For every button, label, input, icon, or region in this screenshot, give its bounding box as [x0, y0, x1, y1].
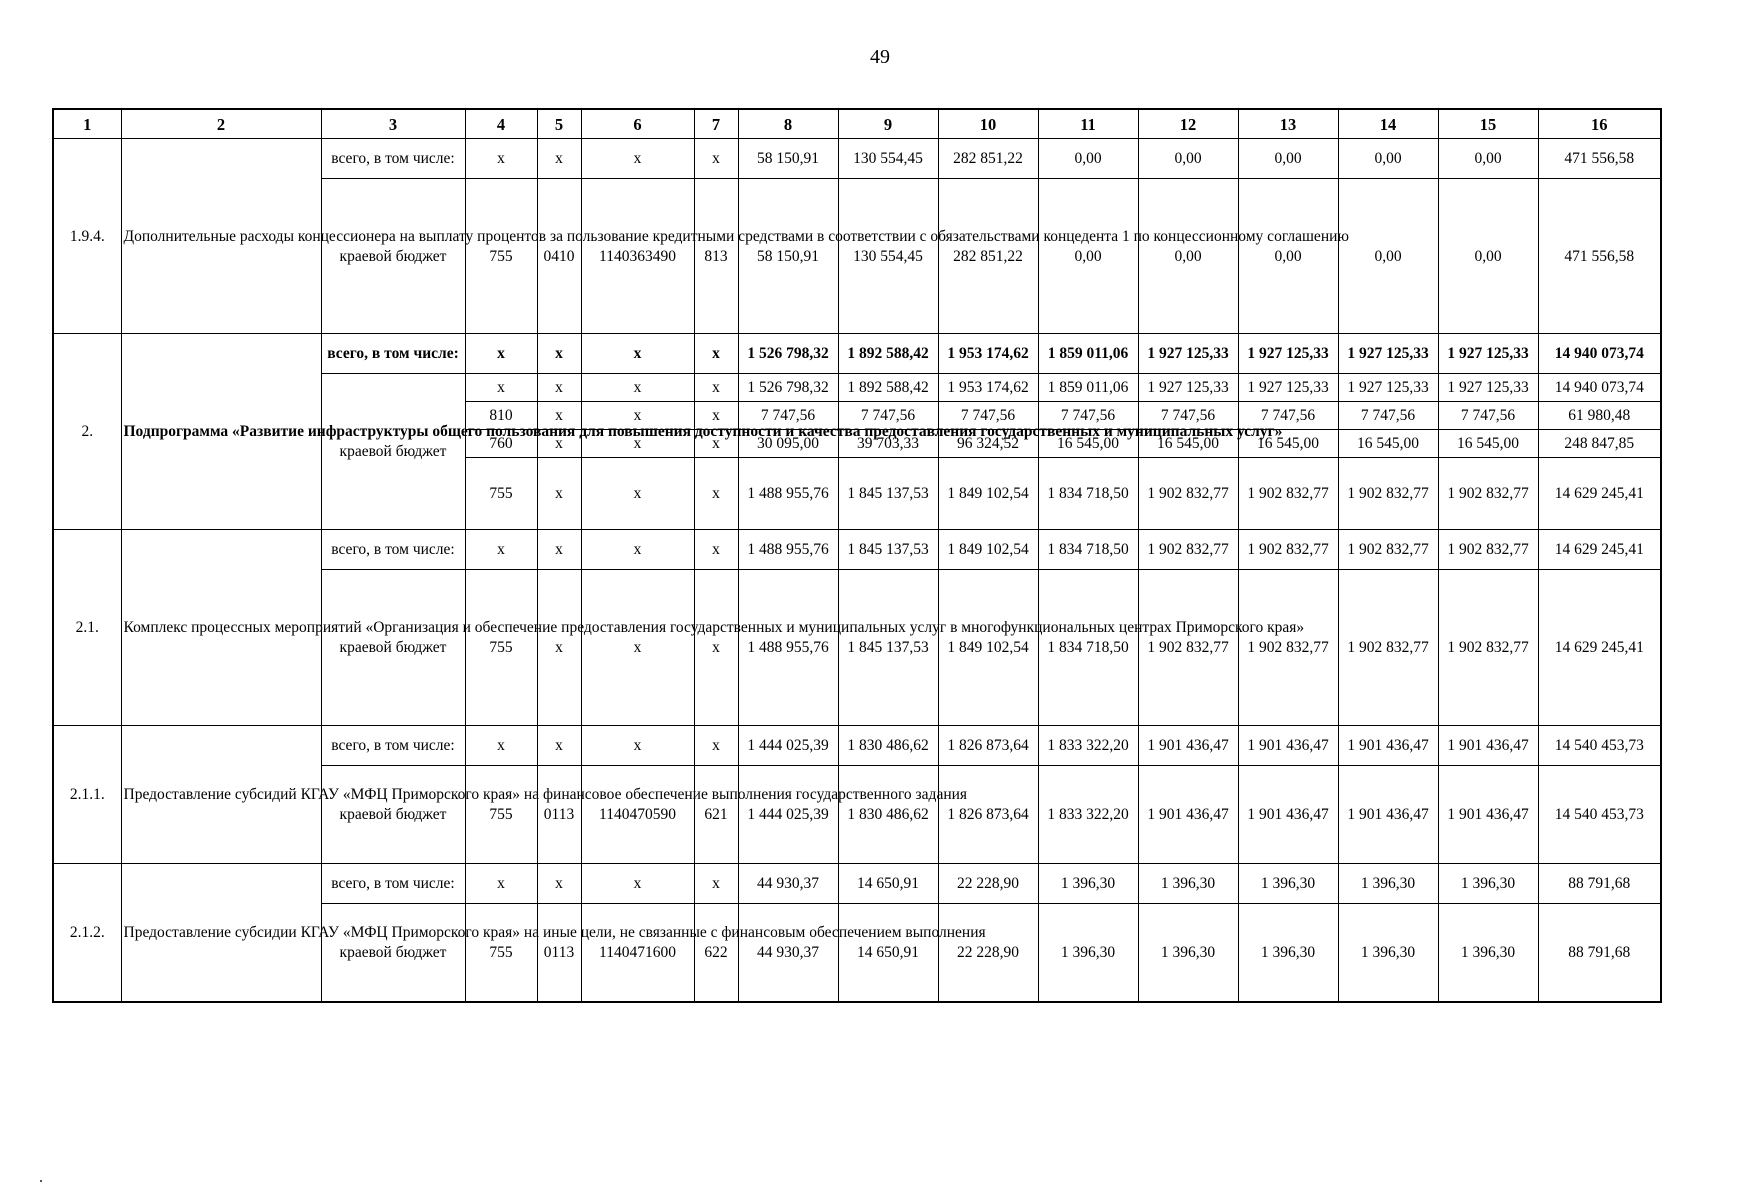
header-cell: 16: [1538, 109, 1661, 139]
value-cell: 7 747,56: [1338, 402, 1438, 430]
value-cell: 1 834 718,50: [1038, 570, 1138, 726]
code-cell-c7: x: [694, 430, 738, 458]
value-cell: 61 980,48: [1538, 402, 1661, 430]
row-name: Подпрограмма «Развитие инфраструктуры общего пользования для повышения доступности и качества предоставления государственных и муниципальных услуг»: [121, 334, 321, 530]
value-cell: 0,00: [1138, 179, 1238, 334]
table-row: [53, 864, 1661, 904]
value-cell: 471 556,58: [1538, 179, 1661, 334]
value-cell: 39 703,33: [838, 430, 938, 458]
value-cell: 1 488 955,76: [738, 530, 838, 570]
value-cell: 1 927 125,33: [1338, 334, 1438, 374]
value-cell: 16 545,00: [1038, 430, 1138, 458]
value-cell: 1 526 798,32: [738, 334, 838, 374]
value-cell: 1 830 486,62: [838, 726, 938, 766]
table-row: [53, 726, 1661, 766]
code-cell-c6: x: [581, 726, 694, 766]
code-cell-c4: x: [465, 864, 537, 904]
value-cell: 44 930,37: [738, 904, 838, 1002]
value-cell: 1 488 955,76: [738, 570, 838, 726]
code-cell-c7: x: [694, 570, 738, 726]
code-cell-c4: x: [465, 726, 537, 766]
code-cell-c4: 810: [465, 402, 537, 430]
value-cell: 58 150,91: [738, 179, 838, 334]
value-cell: 14 540 453,73: [1538, 766, 1661, 864]
code-cell-c6: x: [581, 139, 694, 179]
value-cell: 1 902 832,77: [1338, 530, 1438, 570]
value-cell: 7 747,56: [1038, 402, 1138, 430]
code-cell-c6: x: [581, 430, 694, 458]
value-cell: 1 892 588,42: [838, 334, 938, 374]
code-cell-c4: x: [465, 139, 537, 179]
value-cell: 0,00: [1338, 179, 1438, 334]
value-cell: 0,00: [1038, 139, 1138, 179]
value-cell: 1 901 436,47: [1238, 766, 1338, 864]
value-cell: 58 150,91: [738, 139, 838, 179]
value-cell: 0,00: [1038, 179, 1138, 334]
value-cell: 96 324,52: [938, 430, 1038, 458]
source-label: всего, в том числе:: [321, 334, 465, 374]
code-cell-c7: x: [694, 530, 738, 570]
row-name: Комплекс процессных мероприятий «Организация и обеспечение предоставления государственных и муниципальных услуг в многофункциональных центрах Приморского края»: [121, 530, 321, 726]
table-row: [53, 530, 1661, 570]
scan-dot: [40, 1180, 42, 1182]
value-cell: 14 540 453,73: [1538, 726, 1661, 766]
value-cell: 7 747,56: [1238, 402, 1338, 430]
value-cell: 1 526 798,32: [738, 374, 838, 402]
code-cell-c4: 755: [465, 179, 537, 334]
value-cell: 30 095,00: [738, 430, 838, 458]
value-cell: 1 901 436,47: [1338, 766, 1438, 864]
value-cell: 1 927 125,33: [1338, 374, 1438, 402]
value-cell: 1 927 125,33: [1238, 334, 1338, 374]
header-cell: 15: [1438, 109, 1538, 139]
value-cell: 1 396,30: [1338, 864, 1438, 904]
value-cell: 1 902 832,77: [1438, 458, 1538, 530]
page-number: 49: [870, 46, 890, 68]
value-cell: 1 901 436,47: [1238, 726, 1338, 766]
value-cell: 1 902 832,77: [1338, 458, 1438, 530]
code-cell-c6: 1140363490: [581, 179, 694, 334]
source-label: всего, в том числе:: [321, 864, 465, 904]
code-cell-c5: x: [537, 402, 581, 430]
code-cell-c6: x: [581, 530, 694, 570]
value-cell: 1 849 102,54: [938, 458, 1038, 530]
value-cell: 14 940 073,74: [1538, 374, 1661, 402]
code-cell-c5: 0113: [537, 904, 581, 1002]
code-cell-c4: x: [465, 374, 537, 402]
code-cell-c6: x: [581, 570, 694, 726]
value-cell: 16 545,00: [1438, 430, 1538, 458]
value-cell: 0,00: [1238, 179, 1338, 334]
value-cell: 1 859 011,06: [1038, 374, 1138, 402]
row-name: Предоставление субсидии КГАУ «МФЦ Приморского края» на иные цели, не связанные с финансовым обеспечением выполнения: [121, 864, 321, 1002]
header-cell: 7: [694, 109, 738, 139]
value-cell: 1 830 486,62: [838, 766, 938, 864]
header-cell: 14: [1338, 109, 1438, 139]
value-cell: 1 396,30: [1238, 864, 1338, 904]
value-cell: 1 396,30: [1038, 864, 1138, 904]
value-cell: 282 851,22: [938, 139, 1038, 179]
value-cell: 0,00: [1238, 139, 1338, 179]
code-cell-c5: 0410: [537, 179, 581, 334]
code-cell-c5: x: [537, 430, 581, 458]
code-cell-c4: 755: [465, 766, 537, 864]
code-cell-c7: x: [694, 374, 738, 402]
header-cell: 1: [53, 109, 121, 139]
value-cell: 1 396,30: [1038, 904, 1138, 1002]
value-cell: 22 228,90: [938, 864, 1038, 904]
code-cell-c5: x: [537, 334, 581, 374]
source-label: краевой бюджет: [321, 570, 465, 726]
value-cell: 1 901 436,47: [1438, 766, 1538, 864]
code-cell-c6: x: [581, 334, 694, 374]
value-cell: 130 554,45: [838, 179, 938, 334]
header-cell: 3: [321, 109, 465, 139]
row-code: 2.1.: [53, 530, 121, 726]
source-label: краевой бюджет: [321, 766, 465, 864]
source-label: всего, в том числе:: [321, 530, 465, 570]
table-row: [53, 334, 1661, 374]
value-cell: 1 902 832,77: [1238, 570, 1338, 726]
value-cell: 1 901 436,47: [1438, 726, 1538, 766]
value-cell: 1 953 174,62: [938, 334, 1038, 374]
value-cell: 88 791,68: [1538, 864, 1661, 904]
code-cell-c6: x: [581, 458, 694, 530]
value-cell: 1 845 137,53: [838, 458, 938, 530]
value-cell: 1 396,30: [1238, 904, 1338, 1002]
code-cell-c4: 755: [465, 570, 537, 726]
source-label: краевой бюджет: [321, 904, 465, 1002]
code-cell-c7: 622: [694, 904, 738, 1002]
value-cell: 1 444 025,39: [738, 766, 838, 864]
code-cell-c5: 0113: [537, 766, 581, 864]
value-cell: 1 396,30: [1138, 864, 1238, 904]
value-cell: 1 927 125,33: [1238, 374, 1338, 402]
value-cell: 88 791,68: [1538, 904, 1661, 1002]
value-cell: 1 927 125,33: [1138, 374, 1238, 402]
value-cell: 1 396,30: [1338, 904, 1438, 1002]
header-cell: 8: [738, 109, 838, 139]
code-cell-c6: x: [581, 402, 694, 430]
code-cell-c4: x: [465, 530, 537, 570]
code-cell-c6: x: [581, 864, 694, 904]
value-cell: 1 902 832,77: [1438, 530, 1538, 570]
row-name: Дополнительные расходы концессионера на выплату процентов за пользование кредитными средствами в соответствии с обязательствами концедента 1 по концессионному соглашению: [121, 139, 321, 334]
value-cell: 1 902 832,77: [1138, 530, 1238, 570]
header-cell: 13: [1238, 109, 1338, 139]
value-cell: 1 902 832,77: [1138, 570, 1238, 726]
value-cell: 1 396,30: [1138, 904, 1238, 1002]
header-cell: 11: [1038, 109, 1138, 139]
code-cell-c7: x: [694, 402, 738, 430]
value-cell: 1 902 832,77: [1338, 570, 1438, 726]
code-cell-c7: x: [694, 458, 738, 530]
code-cell-c7: x: [694, 726, 738, 766]
value-cell: 7 747,56: [1438, 402, 1538, 430]
code-cell-c5: x: [537, 570, 581, 726]
value-cell: 1 849 102,54: [938, 530, 1038, 570]
value-cell: 1 902 832,77: [1138, 458, 1238, 530]
code-cell-c4: 755: [465, 904, 537, 1002]
code-cell-c7: x: [694, 334, 738, 374]
value-cell: 1 901 436,47: [1138, 726, 1238, 766]
value-cell: 1 892 588,42: [838, 374, 938, 402]
value-cell: 7 747,56: [938, 402, 1038, 430]
value-cell: 1 902 832,77: [1238, 530, 1338, 570]
value-cell: 1 901 436,47: [1338, 726, 1438, 766]
value-cell: 1 834 718,50: [1038, 458, 1138, 530]
header-cell: 2: [121, 109, 321, 139]
code-cell-c5: x: [537, 726, 581, 766]
header-cell: 12: [1138, 109, 1238, 139]
value-cell: 1 833 322,20: [1038, 766, 1138, 864]
value-cell: 1 902 832,77: [1238, 458, 1338, 530]
code-cell-c6: 1140470590: [581, 766, 694, 864]
value-cell: 471 556,58: [1538, 139, 1661, 179]
value-cell: 14 650,91: [838, 864, 938, 904]
value-cell: 7 747,56: [838, 402, 938, 430]
source-label: краевой бюджет: [321, 179, 465, 334]
code-cell-c5: x: [537, 374, 581, 402]
value-cell: 248 847,85: [1538, 430, 1661, 458]
row-code: 2.1.2.: [53, 864, 121, 1002]
value-cell: 1 396,30: [1438, 904, 1538, 1002]
value-cell: 1 845 137,53: [838, 530, 938, 570]
header-cell: 6: [581, 109, 694, 139]
code-cell-c5: x: [537, 864, 581, 904]
code-cell-c7: x: [694, 864, 738, 904]
header-cell: 10: [938, 109, 1038, 139]
header-row: [53, 109, 1661, 139]
code-cell-c7: x: [694, 139, 738, 179]
code-cell-c5: x: [537, 458, 581, 530]
code-cell-c5: x: [537, 530, 581, 570]
code-cell-c4: 755: [465, 458, 537, 530]
source-label: всего, в том числе:: [321, 726, 465, 766]
table-row: [53, 139, 1661, 179]
value-cell: 14 940 073,74: [1538, 334, 1661, 374]
header-cell: 4: [465, 109, 537, 139]
value-cell: 130 554,45: [838, 139, 938, 179]
budget-table: [52, 108, 1662, 1003]
header-cell: 9: [838, 109, 938, 139]
code-cell-c5: x: [537, 139, 581, 179]
value-cell: 14 629 245,41: [1538, 530, 1661, 570]
value-cell: 16 545,00: [1338, 430, 1438, 458]
value-cell: 1 833 322,20: [1038, 726, 1138, 766]
source-label: всего, в том числе:: [321, 139, 465, 179]
value-cell: 0,00: [1138, 139, 1238, 179]
value-cell: 1 927 125,33: [1438, 334, 1538, 374]
value-cell: 22 228,90: [938, 904, 1038, 1002]
value-cell: 1 901 436,47: [1138, 766, 1238, 864]
code-cell-c4: x: [465, 334, 537, 374]
row-code: 2.: [53, 334, 121, 530]
value-cell: 1 953 174,62: [938, 374, 1038, 402]
value-cell: 14 650,91: [838, 904, 938, 1002]
value-cell: 14 629 245,41: [1538, 570, 1661, 726]
header-cell: 5: [537, 109, 581, 139]
value-cell: 1 826 873,64: [938, 726, 1038, 766]
value-cell: 1 902 832,77: [1438, 570, 1538, 726]
code-cell-c6: 1140471600: [581, 904, 694, 1002]
value-cell: 7 747,56: [1138, 402, 1238, 430]
value-cell: 1 826 873,64: [938, 766, 1038, 864]
value-cell: 1 396,30: [1438, 864, 1538, 904]
value-cell: 282 851,22: [938, 179, 1038, 334]
value-cell: 0,00: [1438, 179, 1538, 334]
value-cell: 1 444 025,39: [738, 726, 838, 766]
value-cell: 1 859 011,06: [1038, 334, 1138, 374]
row-code: 2.1.1.: [53, 726, 121, 864]
code-cell-c6: x: [581, 374, 694, 402]
row-name: Предоставление субсидий КГАУ «МФЦ Приморского края» на финансовое обеспечение выполнения государственного задания: [121, 726, 321, 864]
code-cell-c7: 621: [694, 766, 738, 864]
value-cell: 7 747,56: [738, 402, 838, 430]
source-label: краевой бюджет: [321, 374, 465, 530]
value-cell: 1 927 125,33: [1438, 374, 1538, 402]
row-code: 1.9.4.: [53, 139, 121, 334]
value-cell: 0,00: [1438, 139, 1538, 179]
value-cell: 44 930,37: [738, 864, 838, 904]
value-cell: 16 545,00: [1238, 430, 1338, 458]
value-cell: 0,00: [1338, 139, 1438, 179]
value-cell: 1 488 955,76: [738, 458, 838, 530]
value-cell: 16 545,00: [1138, 430, 1238, 458]
value-cell: 1 849 102,54: [938, 570, 1038, 726]
code-cell-c7: 813: [694, 179, 738, 334]
value-cell: 1 834 718,50: [1038, 530, 1138, 570]
value-cell: 1 845 137,53: [838, 570, 938, 726]
code-cell-c4: 760: [465, 430, 537, 458]
value-cell: 14 629 245,41: [1538, 458, 1661, 530]
value-cell: 1 927 125,33: [1138, 334, 1238, 374]
